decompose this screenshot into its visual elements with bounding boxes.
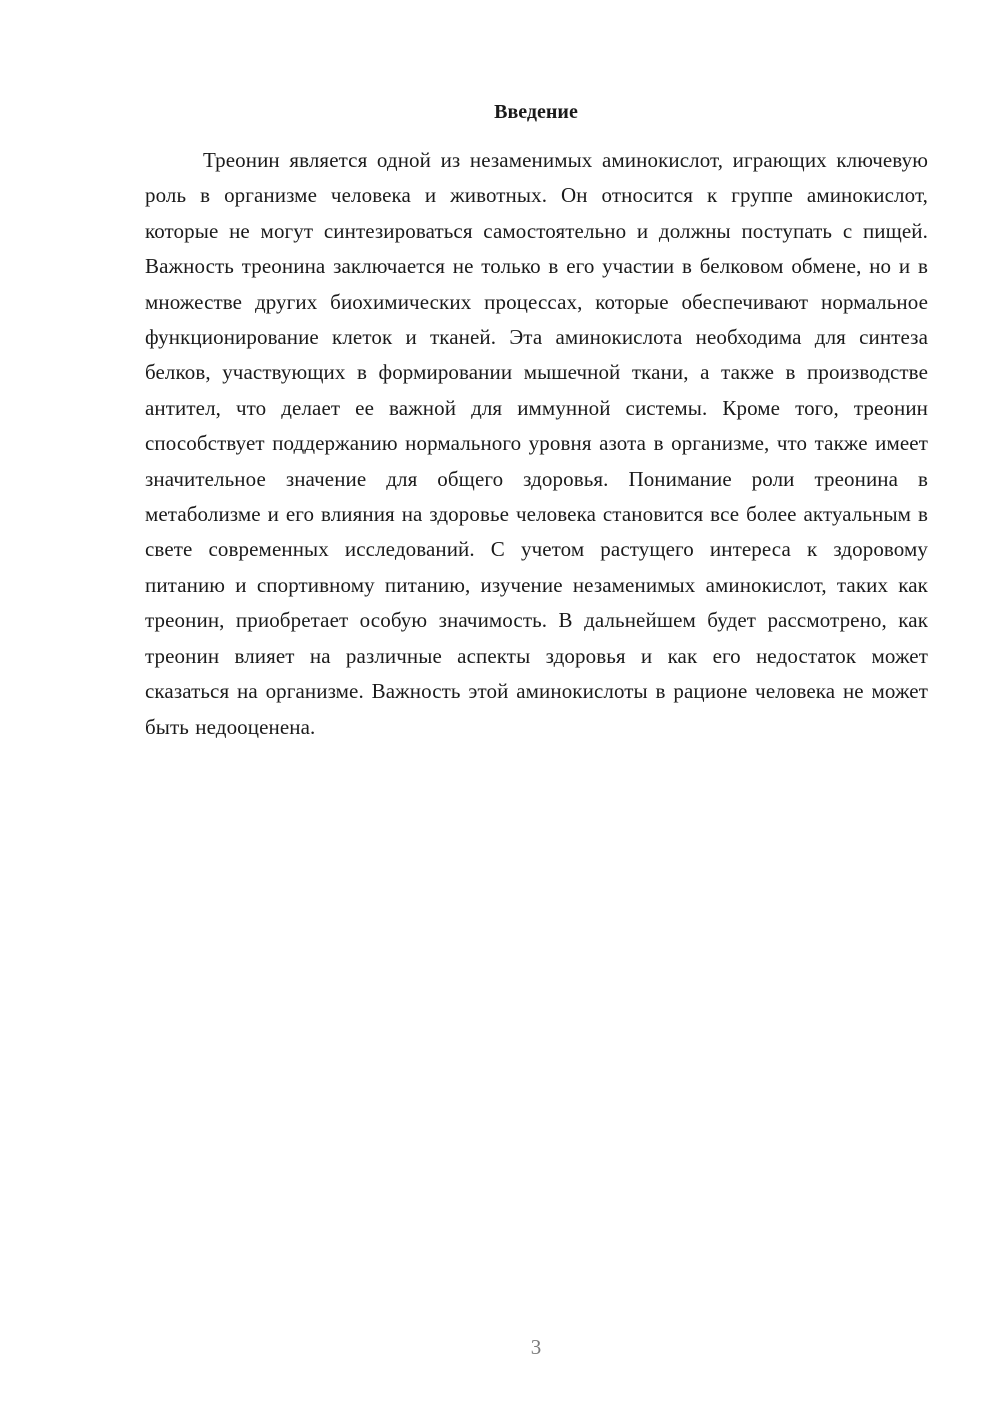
- body-paragraph: Треонин является одной из незаменимых аминокислот, играющих ключевую роль в организме человека и животных. Он относится к группе аминокислот, которые не могут синтезироваться самостоятельно и должны поступать с пищей. Важность треонина заключается не только в его участии в белковом обмене, но и в множестве других биохимических процессах, которые обеспечивают нормальное функционирование клеток и тканей. Эта аминокислота необходима для синтеза белков, участвующих в формировании мышечной ткани, а также в производстве антител, что делает ее важной для иммунной системы. Кроме того, треонин способствует поддержанию нормального уровня азота в организме, что также имеет значительное значение для общего здоровья. Понимание роли треонина в метаболизме и его влияния на здоровье человека становится все более актуальным в свете современных исследований. С учетом растущего интереса к здоровому питанию и спортивному питанию, изучение незаменимых аминокислот, таких как треонин, приобретает особую значимость. В дальнейшем будет рассмотрено, как треонин влияет на различные аспекты здоровья и как его недостаток может сказаться на организме. Важность этой аминокислоты в рационе человека не может быть недооценена.: [145, 148, 928, 739]
- body-content: [145, 143, 928, 745]
- page-number: 3: [530, 1335, 542, 1359]
- section-heading: Введение: [494, 101, 578, 123]
